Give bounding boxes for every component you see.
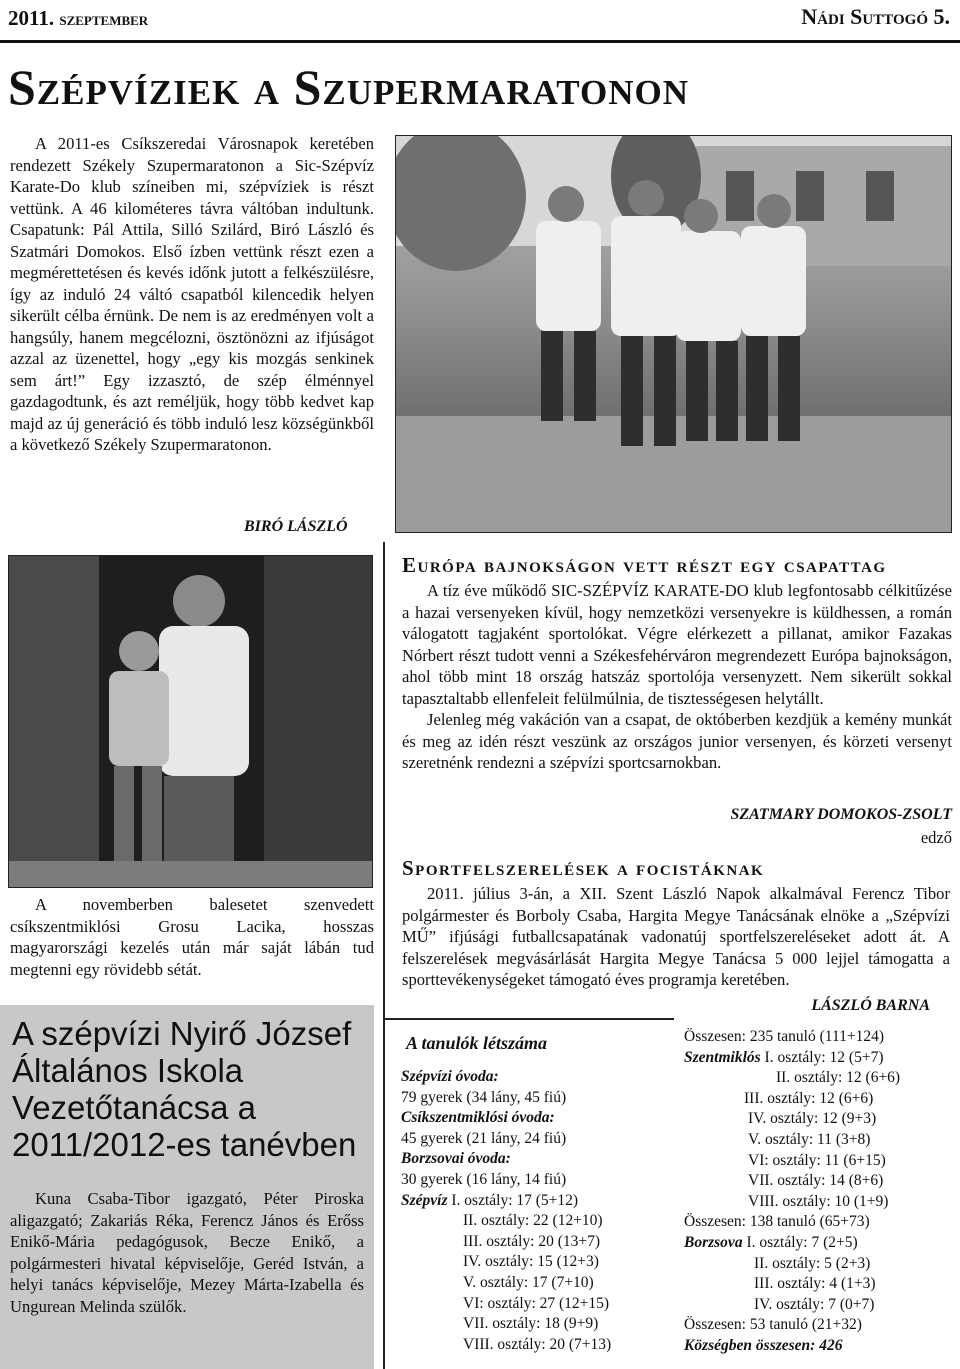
students-row [684, 1233, 954, 1254]
students-row-label: Szépvízi óvoda: [401, 1068, 499, 1085]
students-row [401, 1273, 681, 1294]
students-row-text: II. osztály: 5 (2+3) [754, 1254, 871, 1272]
students-row [401, 1067, 681, 1088]
school-board-box [0, 1005, 374, 1369]
football-rule [384, 1018, 674, 1020]
students-row-text: IV. osztály: 7 (0+7) [754, 1295, 875, 1313]
students-row-text: VIII. osztály: 10 (1+9) [748, 1192, 889, 1210]
students-row-label: Csíkszentmiklósi óvoda: [401, 1109, 555, 1127]
page-title: Szépvíziek a Szupermaratonon [8, 59, 689, 115]
article-football-title: Sportfelszerelések a focistáknak [402, 856, 765, 880]
students-title: A tanulók létszáma [406, 1033, 548, 1053]
students-row-text: V. osztály: 17 (7+10) [463, 1273, 594, 1291]
students-row-text: 79 gyerek (34 lány, 45 fiú) [401, 1088, 567, 1106]
students-row-label: Borzsovai óvoda: [401, 1150, 511, 1168]
students-row-text: III. osztály: 12 (6+6) [744, 1089, 874, 1107]
students-row [401, 1191, 681, 1212]
article-europe-p1: A tíz éve működő SIC-SZÉPVÍZ KARATE-DO klub legfontosabb célkitűzése a hazai versenyeken kívül, hogy nemzetközi versenyekre is küldhessen, a román válogatott tagjaként sportolókat. Végre elérkezett a pillanat, amikor Fazakas Nórbert részt tudott venni a Székesfehérváron megrendezett Európa bajnokságon, ahol több mint 18 ország hatszáz sportolója versenyzett. Nem sikerült sokkal tapasztaltabb ellenfeleit felülmúlnia, de tisztességesen helytállt. [402, 581, 952, 708]
students-row-label: Borzsova [684, 1233, 743, 1251]
students-row-text: VII. osztály: 14 (8+6) [748, 1172, 884, 1190]
students-row [684, 1254, 954, 1275]
students-row-text: II. osztály: 22 (12+10) [463, 1212, 603, 1230]
child-photo-caption: A novemberben balesetet szenvedett csíkszentmiklósi Grosu Lacika, hosszas magyarországi kezelés után már saját lábán tud megtenni egy rövidebb sétát. [10, 895, 374, 979]
students-row-text: III. osztály: 20 (13+7) [463, 1232, 601, 1250]
article-europe-author: SZATMARY DOMOKOS-ZSOLT [730, 806, 952, 823]
runners-illustration [396, 136, 951, 532]
students-row-text: I. osztály: 17 (5+12) [447, 1191, 579, 1209]
column-divider [383, 542, 385, 1369]
students-row [684, 1027, 954, 1048]
students-row-label: Szentmiklós [684, 1048, 761, 1066]
students-row [684, 1295, 954, 1316]
students-row-text: 45 gyerek (21 lány, 24 fiú) [401, 1129, 567, 1147]
students-row [401, 1129, 681, 1150]
students-row [684, 1109, 954, 1130]
students-row-text: I. osztály: 12 (5+7) [760, 1048, 884, 1066]
students-row-text: 30 gyerek (16 lány, 14 fiú) [401, 1170, 567, 1188]
school-board-title: A szépvízi Nyirő József Általános Iskola Vezetőtanácsa a 2011/2012-es tanévben [12, 1015, 357, 1163]
issue-year: 2011. [8, 6, 55, 30]
students-row-label: Szépvíz [401, 1191, 448, 1209]
students-row [684, 1212, 954, 1233]
issue-date [8, 6, 148, 31]
students-row-text: VI: osztály: 27 (12+15) [463, 1294, 610, 1312]
students-row-text: Összesen: 235 tanuló (111+124) [684, 1028, 885, 1045]
students-row [401, 1211, 681, 1232]
students-row-text: VIII. osztály: 20 (7+13) [463, 1335, 612, 1353]
runners-photo [395, 135, 952, 533]
students-row [684, 1274, 954, 1295]
students-row [401, 1232, 681, 1253]
students-row [401, 1149, 681, 1170]
students-row-text: VI: osztály: 11 (6+15) [748, 1151, 886, 1169]
students-row-text: Összesen: 53 tanuló (21+32) [684, 1316, 862, 1334]
students-row [401, 1252, 681, 1273]
article-europe-p2: Jelenleg még vakáción van a csapat, de októberben kezdjük a kemény munkát és meg az idén részt veszünk az országos junior versenyen, és körzeti versenyt szeretnénk rendezni a szépvízi sportcsarnokban. [402, 710, 952, 772]
students-row-text: III. osztály: 4 (1+3) [754, 1275, 876, 1293]
students-row-label: Községben összesen: 426 [684, 1336, 843, 1354]
students-row [401, 1335, 681, 1356]
issue-month: szeptember [59, 9, 149, 30]
students-right-column [684, 1027, 954, 1357]
students-row [401, 1108, 681, 1129]
students-row [684, 1192, 954, 1213]
students-row-text: VII. osztály: 18 (9+9) [463, 1315, 599, 1333]
child-photo [8, 555, 373, 888]
article-europe [402, 580, 952, 774]
students-row [684, 1048, 954, 1069]
students-row [401, 1314, 681, 1335]
article-football-author: LÁSZLÓ BARNA [811, 997, 930, 1014]
students-row [684, 1089, 954, 1110]
header-rule [0, 40, 960, 43]
students-row-text: I. osztály: 7 (2+5) [742, 1233, 858, 1251]
students-row-text: IV. osztály: 15 (12+3) [463, 1253, 599, 1271]
students-row [401, 1088, 681, 1109]
students-row-text: IV. osztály: 12 (9+3) [748, 1110, 877, 1128]
article-europe-title: Európa bajnokságon vett részt egy csapattag [402, 553, 887, 577]
students-row-text: Összesen: 138 tanuló (65+73) [684, 1213, 870, 1231]
students-row-text: V. osztály: 11 (3+8) [748, 1130, 871, 1148]
students-row-text: II. osztály: 12 (6+6) [776, 1069, 901, 1087]
school-board-members: Kuna Csaba-Tibor igazgató, Péter Piroska aligazgató; Zakariás Réka, Ferencz János és Erőss Enikő-Mária pedagógusok, Becze Enikő, a polgármesteri hivatal képviselője, Geréd István, a helyi tanács képviselője, Mezey Márta-Izabella és Ungurean Melinda szülők. [10, 1189, 364, 1316]
article-football [402, 883, 950, 991]
students-row [684, 1315, 954, 1336]
students-row [684, 1151, 954, 1172]
publication-name: Nádi Suttogó 5. [801, 4, 950, 29]
students-row [684, 1068, 954, 1089]
students-row [684, 1336, 954, 1357]
article-marathon-body: A 2011-es Csíkszeredai Városnapok keretében rendezett Székely Szupermaratonon a Sic-Szépvíz Karate-Do klub színeiben mi, szépvíziek is részt vettünk. A 46 kilométeres távra váltóban indultunk. Csapatunk: Pál Attila, Silló Szilárd, Biró László és Szatmári Domokos. Első ízben vettünk részt ezen a megmérettetésen és kevés időnk jutott a felkészülésre, így az induló 24 váltó csapatból kilencedik helyen sikerült célba érnünk. De nem is az eredményen volt a hangsúly, hanem megcélozni, ösztönözni az ifjúságot azzal az üzenettel, hogy „egy kis mozgás senkinek sem árt!” Egy izzasztó, de szép élménnyel gazdagodtunk, és azt reméljük, hogy több kedvet kap majd az új generáció és több induló lesz községünkből a következő Székely Szupermaratonon. [10, 134, 374, 454]
article-marathon [10, 133, 374, 456]
article-football-body: 2011. július 3-án, a XII. Szent László Napok alkalmával Ferencz Tibor polgármester és Borboly Csaba, Hargita Megye Tanácsának elnöke a „Szépvízi MŰ” ifjúsági futballcsapatának vadonatúj sportfelszereléseket adott át. A felszerelések megvásárlását Hargita Megye Tanácsa 5 000 lejjel támogatta a sporttevékenységeket támogató éves programja keretében. [402, 884, 950, 989]
article-marathon-author: BIRÓ LÁSZLÓ [244, 518, 348, 535]
child-illustration [9, 556, 372, 887]
students-row [401, 1294, 681, 1315]
students-row [684, 1171, 954, 1192]
students-row [684, 1130, 954, 1151]
students-left-column [401, 1067, 681, 1355]
article-europe-role: edző [920, 828, 952, 847]
students-row [401, 1170, 681, 1191]
